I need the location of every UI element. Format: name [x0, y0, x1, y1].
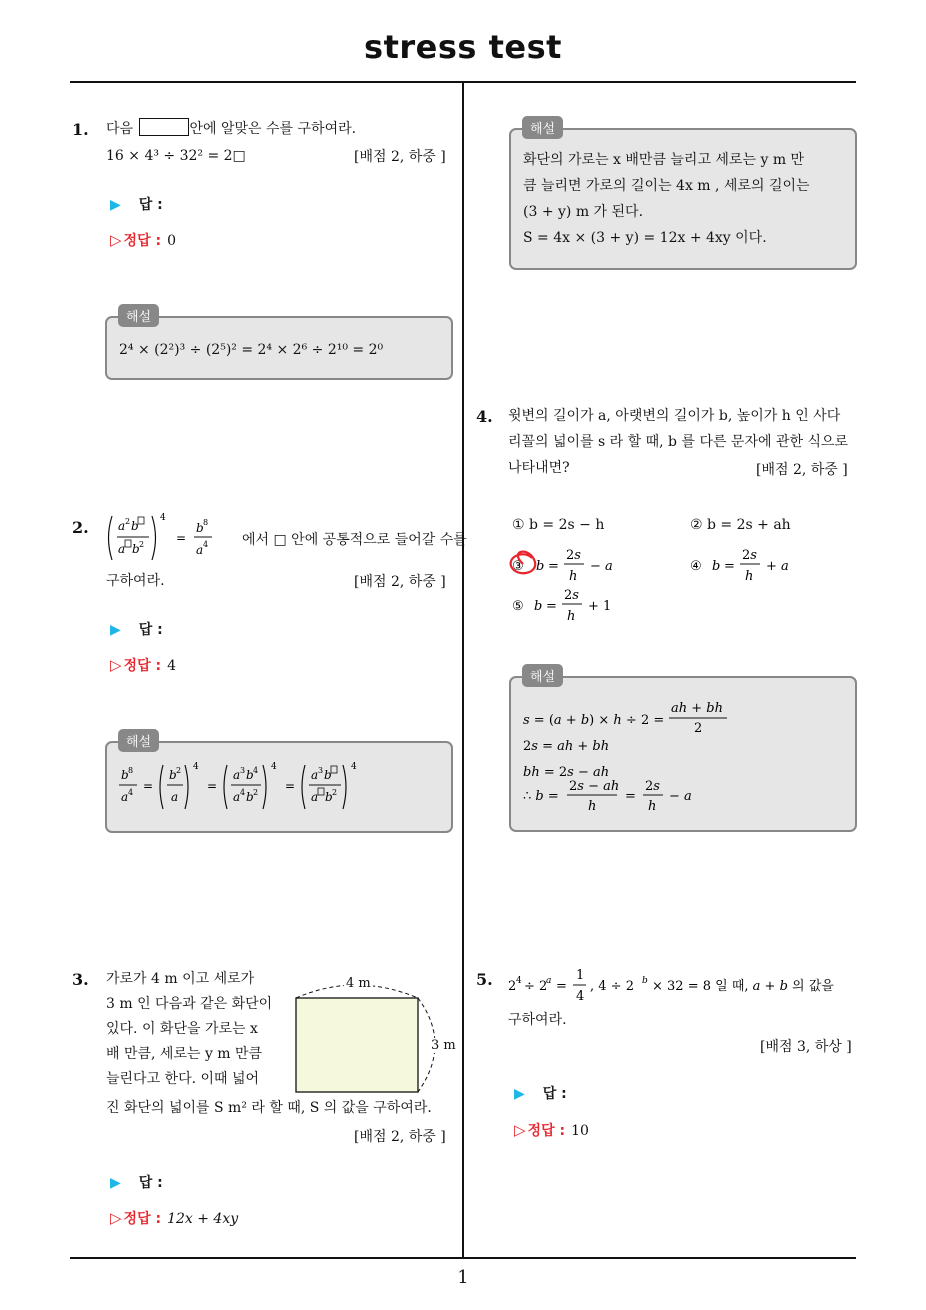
- q3-line1: 가로가 4 m 이고 세로가: [106, 971, 255, 987]
- q3-exp-line3: (3 + y) m 가 된다.: [523, 204, 644, 220]
- q4-option-1[interactable]: ① b = 2s − h: [512, 517, 605, 533]
- svg-text:b: b: [642, 976, 648, 986]
- q3-number: 3.: [72, 970, 89, 989]
- q1-exp-line: 2⁴ × (2²)³ ÷ (2⁵)² = 2⁴ × 2⁶ ÷ 2¹⁰ = 2⁰: [119, 342, 384, 358]
- svg-text:h: h: [569, 569, 578, 584]
- svg-text:2s: 2s: [564, 588, 579, 603]
- q1-text-pre: 다음: [106, 121, 134, 137]
- svg-text:− a: − a: [669, 789, 692, 804]
- document-title: stress test: [364, 28, 562, 66]
- svg-text:b: b: [121, 768, 129, 782]
- svg-text:a: a: [118, 519, 126, 533]
- svg-text:=: =: [724, 559, 735, 574]
- svg-text:a: a: [121, 790, 129, 804]
- q5-line2: 구하여라.: [508, 1012, 567, 1028]
- q2-equation: [104, 512, 240, 568]
- svg-text:4: 4: [271, 762, 277, 772]
- column-divider: [462, 83, 464, 1259]
- svg-text:2: 2: [508, 979, 517, 994]
- svg-text:2s: 2s: [645, 779, 660, 794]
- svg-text:3: 3: [240, 766, 246, 775]
- q2-correct-value: 4: [167, 658, 176, 674]
- q2-correct: [110, 655, 176, 675]
- svg-text:=: =: [143, 779, 154, 793]
- svg-text:=: =: [207, 779, 218, 793]
- q3-dim-top: 4 m: [346, 976, 371, 991]
- answer-triangle-icon: ▶: [110, 622, 121, 638]
- svg-text:a: a: [311, 790, 319, 804]
- svg-text:2s: 2s: [742, 548, 757, 563]
- q3-correct-value: 12x + 4xy: [167, 1211, 239, 1227]
- q1-text: [106, 116, 456, 142]
- svg-text:s = (a + b) × h ÷ 2 =: s = (a + b) × h ÷ 2 =: [523, 713, 665, 728]
- svg-text:b: b: [132, 542, 140, 556]
- svg-text:, 4 ÷ 2: , 4 ÷ 2: [590, 979, 634, 994]
- q5-number: 5.: [476, 970, 493, 989]
- svg-text:a: a: [233, 790, 241, 804]
- svg-text:b: b: [324, 768, 332, 782]
- q4-exp-tag: 해설: [522, 664, 563, 687]
- q4-line3: 나타내면?: [508, 460, 570, 476]
- q4-exp-equations: [521, 694, 841, 824]
- svg-text:8: 8: [128, 766, 134, 775]
- q2-meta: [배점 2, 하중 ]: [354, 574, 446, 590]
- svg-text:a: a: [233, 768, 241, 782]
- svg-text:③: ③: [512, 559, 524, 574]
- svg-text:④: ④: [690, 559, 702, 574]
- svg-text:4: 4: [240, 788, 246, 797]
- svg-text:=: =: [548, 559, 559, 574]
- correct-triangle-icon: ▷: [514, 1121, 526, 1139]
- q4-option-4[interactable]: [684, 544, 804, 588]
- q3-exp-line2: 큼 늘리면 가로의 길이는 4x m , 세로의 길이는: [523, 178, 810, 194]
- q3-line2: 3 m 인 다음과 같은 화단이: [106, 996, 273, 1012]
- page-number: 1: [457, 1267, 469, 1288]
- svg-text:b: b: [534, 599, 543, 614]
- svg-text:2: 2: [125, 517, 131, 526]
- svg-text:4: 4: [193, 762, 199, 772]
- q3-explanation-box: [509, 128, 857, 270]
- svg-text:4: 4: [516, 976, 522, 986]
- svg-text:ah + bh: ah + bh: [671, 701, 723, 716]
- bottom-rule: [70, 1257, 856, 1259]
- svg-text:h: h: [588, 799, 597, 814]
- svg-text:=: =: [546, 599, 557, 614]
- q2-text-line2: 구하여라.: [106, 573, 165, 589]
- svg-text:a: a: [171, 790, 179, 804]
- q1-correct-label: 정답 :: [123, 233, 162, 249]
- q3-garden-diagram: [290, 972, 462, 1100]
- svg-text:⑤: ⑤: [512, 599, 524, 614]
- answer-triangle-icon: ▶: [514, 1086, 525, 1102]
- q5-meta: [배점 3, 하상 ]: [760, 1039, 852, 1055]
- q2-correct-label: 정답 :: [123, 658, 162, 674]
- q5-correct-label: 정답 :: [527, 1123, 566, 1139]
- svg-text:2: 2: [332, 788, 338, 797]
- q1-correct: [110, 230, 176, 250]
- q3-exp-line1: 화단의 가로는 x 배만큼 늘리고 세로는 y m 만: [523, 152, 805, 168]
- svg-text:b: b: [196, 521, 204, 535]
- q3-dim-right: 3 m: [431, 1038, 456, 1053]
- svg-text:2: 2: [694, 721, 703, 736]
- answer-triangle-icon: ▶: [110, 1175, 121, 1191]
- svg-text:2s − ah: 2s − ah: [569, 779, 620, 794]
- q4-number: 4.: [476, 407, 493, 426]
- svg-text:a: a: [311, 768, 319, 782]
- q1-number: 1.: [72, 120, 89, 139]
- q3-line3: 있다. 이 화단을 가로는 x: [106, 1021, 258, 1037]
- q4-line1: 윗변의 길이가 a, 아랫변의 길이가 b, 높이가 h 인 사다: [508, 408, 841, 424]
- svg-text:8: 8: [203, 518, 209, 527]
- svg-text:=: =: [556, 979, 567, 994]
- q1-answer: [110, 194, 163, 214]
- svg-text:4: 4: [253, 766, 259, 775]
- svg-text:÷ 2: ÷ 2: [524, 979, 548, 994]
- q1-meta: [배점 2, 하중 ]: [354, 149, 446, 165]
- correct-triangle-icon: ▷: [110, 656, 122, 674]
- svg-text:2s: 2s: [566, 548, 581, 563]
- svg-text:+ a: + a: [766, 559, 789, 574]
- q3-exp-line4: S = 4x × (3 + y) = 12x + 4xy 이다.: [523, 230, 767, 246]
- svg-text:3: 3: [318, 766, 324, 775]
- q2-explanation-box: [105, 741, 453, 833]
- svg-text:4: 4: [351, 762, 357, 772]
- svg-text:b: b: [246, 768, 254, 782]
- q1-expression: 16 × 4³ ÷ 32² = 2□: [106, 148, 246, 164]
- q5-answer: [514, 1083, 567, 1103]
- svg-text:a: a: [196, 543, 204, 557]
- svg-text:2: 2: [253, 788, 259, 797]
- svg-text:=: =: [625, 789, 636, 804]
- svg-text:1: 1: [576, 968, 585, 983]
- q5-equation-line: [506, 962, 862, 1010]
- svg-text:2: 2: [176, 766, 182, 775]
- svg-text:2: 2: [139, 540, 145, 549]
- q1-exp-tag: 해설: [118, 304, 159, 327]
- svg-text:h: h: [567, 609, 576, 624]
- q4-meta: [배점 2, 하중 ]: [756, 462, 848, 478]
- svg-text:b: b: [536, 559, 545, 574]
- svg-text:4: 4: [128, 788, 134, 797]
- q2-number: 2.: [72, 518, 89, 537]
- svg-text:b: b: [131, 519, 139, 533]
- q5-correct: [514, 1120, 589, 1140]
- q2-answer: [110, 619, 163, 639]
- q3-exp-tag: 해설: [522, 116, 563, 139]
- q2-exp-tag: 해설: [118, 729, 159, 752]
- q3-meta: [배점 2, 하중 ]: [354, 1129, 446, 1145]
- svg-text:=: =: [285, 779, 296, 793]
- q1-correct-value: 0: [167, 233, 176, 249]
- svg-text:4: 4: [576, 989, 585, 1004]
- svg-text:h: h: [648, 799, 657, 814]
- q4-option-2[interactable]: ② b = 2s + ah: [690, 517, 791, 533]
- q1-text-post: 안에 알맞은 수를 구하여라.: [189, 121, 357, 137]
- svg-text:bh = 2s − ah: bh = 2s − ah: [523, 765, 610, 780]
- q3-correct: [110, 1208, 238, 1228]
- q4-explanation-box: [509, 676, 857, 832]
- q4-option-5[interactable]: [506, 584, 626, 628]
- svg-text:4: 4: [160, 513, 166, 523]
- svg-text:∴ b =: ∴ b =: [523, 789, 559, 804]
- q3-line6: 진 화단의 넓이를 S m² 라 할 때, S 의 값을 구하여라.: [106, 1100, 432, 1116]
- svg-text:2s = ah + bh: 2s = ah + bh: [523, 739, 610, 754]
- q3-answer: [110, 1172, 163, 1192]
- q4-line2: 리꼴의 넓이를 s 라 할 때, b 를 다른 문자에 관한 식으로: [508, 434, 849, 450]
- svg-text:a: a: [118, 542, 126, 556]
- q4-option-3[interactable]: [506, 544, 626, 588]
- svg-text:4: 4: [203, 540, 209, 549]
- q1-blank-box: [139, 118, 189, 136]
- q3-answer-label: 답 :: [138, 1175, 163, 1191]
- q3-line4: 배 만큼, 세로는 y m 만큼: [106, 1046, 263, 1062]
- svg-text:b: b: [325, 790, 333, 804]
- answer-triangle-icon: ▶: [110, 197, 121, 213]
- q3-correct-label: 정답 :: [123, 1211, 162, 1227]
- svg-text:b: b: [712, 559, 721, 574]
- svg-text:=: =: [176, 531, 187, 545]
- q5-answer-label: 답 :: [542, 1086, 567, 1102]
- correct-triangle-icon: ▷: [110, 231, 122, 249]
- q2-answer-label: 답 :: [138, 622, 163, 638]
- svg-text:− a: − a: [590, 559, 613, 574]
- svg-text:a: a: [546, 976, 552, 986]
- q1-answer-label: 답 :: [138, 197, 163, 213]
- q5-correct-value: 10: [571, 1123, 589, 1139]
- correct-triangle-icon: ▷: [110, 1209, 122, 1227]
- svg-text:+ 1: + 1: [588, 599, 612, 614]
- svg-text:h: h: [745, 569, 754, 584]
- svg-text:b: b: [169, 768, 177, 782]
- q3-line5: 늘린다고 한다. 이때 넓어: [106, 1071, 260, 1087]
- q2-exp-equation: [117, 757, 397, 821]
- svg-text:b: b: [246, 790, 254, 804]
- q2-text: 에서 □ 안에 공통적으로 들어갈 수를: [242, 532, 467, 548]
- svg-text:× 32 = 8 일 때, a + b 의 값을: × 32 = 8 일 때, a + b 의 값을: [652, 979, 834, 994]
